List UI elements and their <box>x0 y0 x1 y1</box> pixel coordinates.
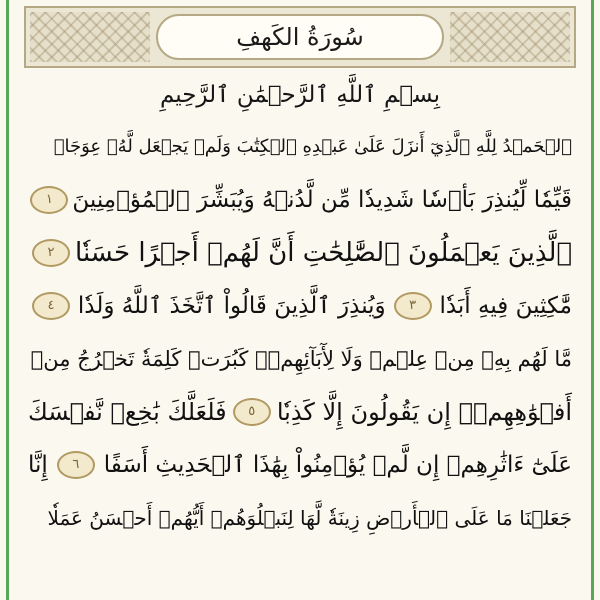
title-cartouche <box>156 14 444 60</box>
header-ornament-right <box>450 12 570 62</box>
verse-line <box>28 385 572 438</box>
verse-text: أَفۡوَٰهِهِمۡۚ إِن يَقُولُونَ إِلَّا كَذِبٗا <box>276 397 572 426</box>
surah-title: سُورَةُ الكَهفِ <box>236 23 364 51</box>
verse-line <box>28 332 572 385</box>
verse-line <box>28 120 572 173</box>
verse-text: عَلَىٰٓ ءَاثَٰرِهِمۡ إِن لَّمۡ يُؤۡمِنُواْ بِهَٰذَا ٱلۡحَدِيثِ أَسَفًا <box>103 451 572 478</box>
ayah-number-marker: ١ <box>30 186 68 214</box>
verse-line <box>28 279 572 332</box>
ayah-number-marker: ٢ <box>32 239 70 267</box>
surah-header <box>24 6 576 68</box>
verse-lines <box>28 120 572 544</box>
verse-line <box>28 173 572 226</box>
verse-text: وَيُنذِرَ ٱلَّذِينَ قَالُواْ ٱتَّخَذَ ٱللَّهُ وَلَدٗا <box>77 292 386 319</box>
verse-line <box>28 491 572 544</box>
ayah-number-marker: ٤ <box>32 292 70 320</box>
verse-text: ٱلۡحَمۡدُ لِلَّهِ ٱلَّذِيٓ أَنزَلَ عَلَىٰ عَبۡدِهِ ٱلۡكِتَٰبَ وَلَمۡ يَجۡعَل لَّهُۥ عِوَجَاۜ <box>53 136 572 157</box>
verse-text: مَّا لَهُم بِهِۦ مِنۡ عِلۡمٖ وَلَا لِأٓبَآئِهِمۡۚ كَبُرَتۡ كَلِمَةٗ تَخۡرُجُ مِنۡ <box>30 346 572 371</box>
verse-line <box>28 226 572 279</box>
basmala: بِسۡمِ ٱللَّهِ ٱلرَّحۡمَٰنِ ٱلرَّحِيمِ <box>159 82 441 108</box>
ayah-number-marker: ٣ <box>394 292 432 320</box>
verse-text: فَلَعَلَّكَ بَٰخِعٞ نَّفۡسَكَ <box>28 397 227 426</box>
verse-text: قَيِّمٗا لِّيُنذِرَ بَأۡسٗا شَدِيدٗا مِّن لَّدُنۡهُ وَيُبَشِّرَ ٱلۡمُؤۡمِنِينَ <box>72 186 572 213</box>
ayah-number-marker: ٦ <box>57 451 95 479</box>
header-ornament-left <box>30 12 150 62</box>
verse-line <box>28 438 572 491</box>
verse-text: إِنَّا <box>28 451 48 478</box>
ayah-number-marker: ٥ <box>233 398 271 426</box>
verse-text: مَّٰكِثِينَ فِيهِ أَبَدٗا <box>439 292 572 319</box>
verse-text: جَعَلۡنَا مَا عَلَى ٱلۡأَرۡضِ زِينَةٗ لَّهَا لِنَبۡلُوَهُمۡ أَيُّهُمۡ أَحۡسَنُ عَمَلٗا <box>47 505 572 530</box>
verse-text: ٱلَّذِينَ يَعۡمَلُونَ ٱلصَّٰلِحَٰتِ أَنَّ لَهُمۡ أَجۡرًا حَسَنٗا <box>75 237 572 268</box>
